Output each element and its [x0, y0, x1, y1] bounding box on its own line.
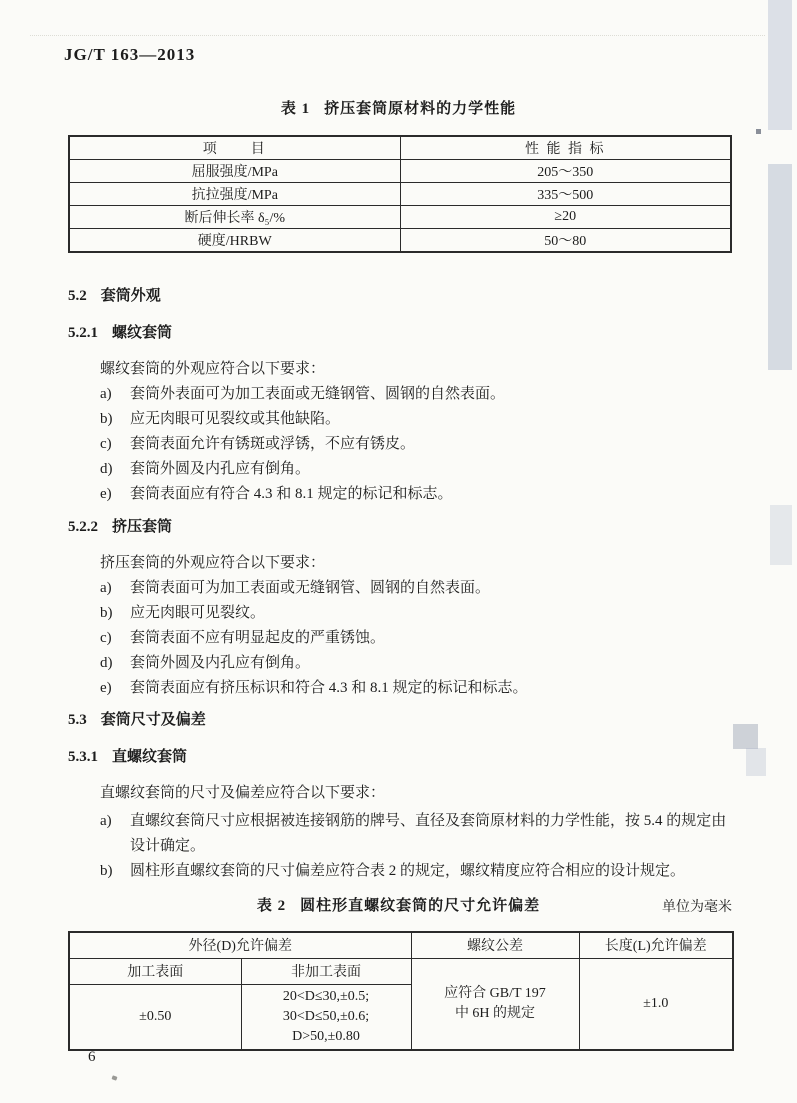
scan-artifact: [746, 748, 766, 776]
section-title: 套筒尺寸及偏差: [100, 712, 206, 728]
section-title: 螺纹套筒: [112, 325, 173, 341]
table2-cell-thread-tolerance: [411, 958, 579, 1050]
list-item-text: 套筒外圆及内孔应有倒角。: [130, 461, 311, 477]
table2-header-outer-diameter: 外径(D)允许偏差: [69, 932, 411, 958]
list-item-label: a): [100, 386, 112, 402]
table2-header-length: 长度(L)允许偏差: [579, 932, 733, 958]
scan-artifact: [768, 164, 792, 370]
table1-cell-value: 50～80: [400, 229, 731, 253]
section-number: 5.3: [68, 712, 87, 728]
table1-cell-item: 抗拉强度/MPa: [69, 183, 400, 206]
section-number: 5.2.2: [68, 519, 98, 535]
table1-row: [69, 183, 731, 206]
list-item-text: 套筒表面可为加工表面或无缝钢管、圆钢的自然表面。: [130, 580, 491, 596]
table1-cell-value: ≥20: [400, 206, 731, 229]
section-title: 挤压套筒: [112, 519, 173, 535]
table1-header-row: [69, 136, 731, 160]
list-item: [68, 459, 738, 479]
table2-caption-label: 表 2: [256, 898, 287, 914]
table1: [68, 135, 732, 253]
table1-cell-value: 205～350: [400, 160, 731, 183]
section-number: 5.2.1: [68, 325, 98, 341]
list-item-label: c): [100, 630, 112, 646]
table1-row: [69, 229, 731, 253]
table1-header-item: 项 目: [69, 136, 400, 160]
list-item-label: b): [100, 863, 113, 879]
list-item: [68, 809, 738, 859]
list-item: [68, 603, 738, 623]
table2-subheader-row: [69, 958, 733, 984]
list-item-text: 套筒外表面可为加工表面或无缝钢管、圆钢的自然表面。: [130, 386, 506, 402]
table2-unit-note: 单位为毫米: [662, 900, 732, 915]
clause-intro-5-3-1: 直螺纹套筒的尺寸及偏差应符合以下要求：: [100, 785, 386, 801]
standard-number: JG/T 163—2013: [64, 45, 196, 64]
table2-caption-title: 圆柱形直螺纹套筒的尺寸允许偏差: [300, 898, 541, 914]
table1-header-value: 性 能 指 标: [400, 136, 731, 160]
unmachined-deviation-line: 30<D≤50,±0.6;: [282, 1008, 370, 1024]
list-item: [68, 861, 738, 881]
table2-subheader-unmachined: 非加工表面: [241, 958, 411, 984]
body-content: [68, 286, 738, 881]
scan-artifact: [756, 129, 761, 134]
section-heading-5-2: [68, 286, 738, 306]
list-item-label: d): [100, 461, 113, 477]
list-item-text: 圆柱形直螺纹套筒的尺寸偏差应符合表 2 的规定，螺纹精度应符合相应的设计规定。: [130, 863, 686, 879]
list-item-text: 套筒表面应有符合 4.3 和 8.1 规定的标记和标志。: [130, 486, 453, 502]
section-number: 5.2: [68, 288, 87, 304]
scan-rule-line: [30, 35, 765, 36]
list-item: [68, 384, 738, 404]
thread-tolerance-line: 中 6H 的规定: [454, 1005, 536, 1021]
list-item-label: e): [100, 680, 112, 696]
section-heading-5-2-2: [68, 517, 738, 537]
section-title: 套筒外观: [100, 288, 161, 304]
list-item: [68, 578, 738, 598]
table1-row: [69, 160, 731, 183]
list-item-label: e): [100, 486, 112, 502]
section-title: 直螺纹套筒: [112, 749, 188, 765]
list-item-text: 应无肉眼可见裂纹。: [130, 605, 266, 621]
table1-cell-value: 335～500: [400, 183, 731, 206]
page-number: 6: [88, 1049, 96, 1065]
table1-caption-title: 挤压套筒原材料的力学性能: [324, 101, 517, 117]
list-item-text: 应无肉眼可见裂纹或其他缺陷。: [130, 411, 341, 427]
scan-smudge: [111, 1075, 117, 1080]
scan-artifact: [770, 505, 792, 565]
table2-header-row: [69, 932, 733, 958]
table2-cell-unmachined-deviation: [241, 984, 411, 1050]
unmachined-deviation-line: 20<D≤30,±0.5;: [282, 988, 370, 1004]
list-item: [68, 653, 738, 673]
table2-subheader-machined: 加工表面: [69, 958, 241, 984]
table1-cell-item: 断后伸长率 δ₅/%: [69, 206, 400, 229]
table2-caption-row: [0, 894, 797, 916]
list-item: [68, 484, 738, 504]
table2-cell-length-deviation: ±1.0: [579, 958, 733, 1050]
table2: [68, 931, 734, 1051]
list-item-label: b): [100, 605, 113, 621]
list-item-label: a): [100, 813, 112, 829]
clause-intro-5-2-2: 挤压套筒的外观应符合以下要求：: [100, 555, 326, 571]
table1-caption: [0, 97, 797, 118]
table1-row: [69, 206, 731, 229]
table2-cell-machined-deviation: ±0.50: [69, 984, 241, 1050]
list-item-text: 套筒表面不应有明显起皮的严重锈蚀。: [130, 630, 386, 646]
list-item: [68, 434, 738, 454]
table1-cell-item: 硬度/HRBW: [69, 229, 400, 253]
list-item-label: d): [100, 655, 113, 671]
table1-cell-item: 屈服强度/MPa: [69, 160, 400, 183]
thread-tolerance-line: 应符合 GB/T 197: [444, 985, 546, 1001]
list-item-label: c): [100, 436, 112, 452]
list-item: [68, 628, 738, 648]
section-heading-5-2-1: [68, 323, 738, 343]
list-item-text: 直螺纹套筒尺寸应根据被连接钢筋的牌号、直径及套筒原材料的力学性能，按 5.4 的规定由设计确定。: [130, 813, 727, 854]
list-item-text: 套筒表面应有挤压标识和符合 4.3 和 8.1 规定的标记和标志。: [130, 680, 528, 696]
section-heading-5-3-1: [68, 747, 738, 767]
list-item-text: 套筒表面允许有锈斑或浮锈，不应有锈皮。: [130, 436, 416, 452]
list-item: [68, 678, 738, 698]
unmachined-deviation-line: D>50,±0.80: [292, 1028, 360, 1044]
table1-caption-label: 表 1: [280, 101, 311, 117]
section-heading-5-3: [68, 710, 738, 730]
section-number: 5.3.1: [68, 749, 98, 765]
list-item-text: 套筒外圆及内孔应有倒角。: [130, 655, 311, 671]
list-item: [68, 409, 738, 429]
clause-intro-5-2-1: 螺纹套筒的外观应符合以下要求：: [100, 361, 326, 377]
list-item-label: b): [100, 411, 113, 427]
list-item-label: a): [100, 580, 112, 596]
table2-header-thread-tolerance: 螺纹公差: [411, 932, 579, 958]
